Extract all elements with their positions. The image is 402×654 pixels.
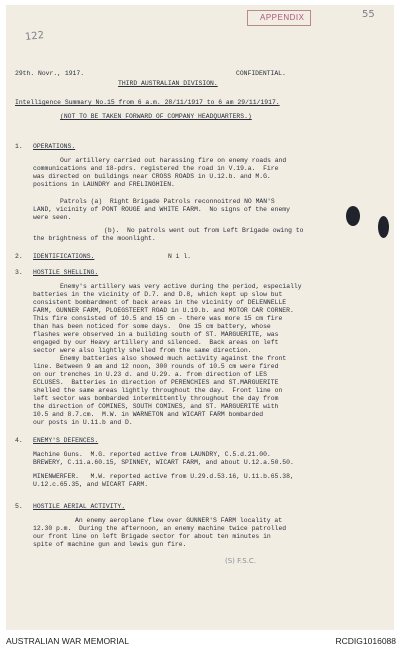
patrol-a-line: Patrols (a) Right Brigade Patrols reconnoitred NO MAN'S <box>60 198 275 205</box>
section-number: 5. <box>15 503 23 510</box>
appendix-stamp: APPENDIX <box>247 10 311 26</box>
shelling-line: This fire consisted of 10.5 and 15 cm - there was more 15 cm fire <box>33 315 283 322</box>
ink-blot <box>378 216 389 238</box>
section-number: 4. <box>15 437 23 444</box>
document-date: 29th. Novr., 1917. <box>15 70 85 77</box>
patrol-b-line: (b). No patrols went out from Left Brigade owing to <box>104 227 304 234</box>
minenwerfer-line: MINENWERFER. M.W. reported active from U.29.d.53.16, U.11.b.65.38, <box>33 473 294 480</box>
section-heading-enemy-defences: ENEMY'S DEFENCES. <box>33 437 99 444</box>
shelling-line: Enemy's artillery was very active during the period, especially <box>60 283 302 290</box>
shelling-line: the direction of COMINES, SOUTH COMINES, and ST. MARGUERITE with <box>33 403 279 410</box>
shelling-line: flashes were observed in a building south of ST. MARGUERITE, was <box>33 331 279 338</box>
aerial-line: 12.30 p.m. During the afternoon, an enemy machine twice patrolled <box>33 525 287 532</box>
operations-line: positions in LAUNDRY and FRELINGHIEN. <box>33 181 175 188</box>
patrol-a-line: were seen. <box>33 214 72 221</box>
aerial-line: An enemy aeroplane flew over GUNNER'S FARM locality at <box>75 517 283 524</box>
folio-number: 122 <box>24 30 45 43</box>
shelling-line: shelled the same areas lightly throughout the day. Front line on <box>33 387 283 394</box>
section-number: 1. <box>15 143 23 150</box>
shelling-line: than has been noticed for some days. One 15 cm battery, whose <box>33 323 271 330</box>
section-number: 3. <box>15 269 23 276</box>
operations-line: communications and 18-pdrs. registered the road in V.19.a. Fire <box>33 165 279 172</box>
identifications-value: N i l. <box>168 253 192 260</box>
operations-line: Our artillery carried out harassing fire on enemy roads and <box>60 157 287 164</box>
footer-record-id: RCDIG1016088 <box>335 636 396 646</box>
operations-line: was directed on buildings near CROSS ROADS in U.12.b. and M.G. <box>33 173 271 180</box>
shelling-line: line. Between 9 am and 12 noon, 300 rounds of 10.5 cm were fired <box>33 363 279 370</box>
shelling-line: Enemy batteries also showed much activity against the front <box>60 355 287 362</box>
shelling-line: left sector was bombarded intermittently throughout the day from <box>33 395 279 402</box>
shelling-line: sector were also lightly shelled from the same direction. <box>33 347 252 354</box>
shelling-line: 10.5 and 8.7.cm. M.W. in WARNETON and WICART FARM bombarded <box>33 411 264 418</box>
shelling-line: engaged by our Heavy artillery and silenced. Back areas on left <box>33 339 279 346</box>
minenwerfer-line: U.12.c.65.35, and WICART FARM. <box>33 481 149 488</box>
distribution-warning: (NOT TO BE TAKEN FORWARD OF COMPANY HEADQUARTERS.) <box>60 113 252 120</box>
division-heading: THIRD AUSTRALIAN DIVISION. <box>118 80 218 87</box>
patrol-b-line: the brightness of the moonlight. <box>33 235 156 242</box>
shelling-line: on our trenches in U.23 d. and U.29. a. from direction of LES <box>33 371 267 378</box>
signature: (S) F.S.C. <box>225 557 257 565</box>
shelling-line: batteries in the vicinity of D.7. and D.8, which kept up slow but <box>33 291 283 298</box>
section-heading-hostile-shelling: HOSTILE SHELLING. <box>33 269 99 276</box>
ink-blot <box>346 206 360 226</box>
machine-gun-line: BREWERY, C.11.a.60.15, SPINNEY, WICART FARM, and about U.12.a.50.50. <box>33 459 294 466</box>
shelling-line: ECLUSES. Batteries in direction of PERENCHIES and ST.MARGUERITE <box>33 379 279 386</box>
section-heading-aerial-activity: HOSTILE AERIAL ACTIVITY. <box>33 503 126 510</box>
summary-title: Intelligence Summary No.15 from 6 a.m. 28/11/1917 to 6 am 29/11/1917. <box>15 99 280 106</box>
section-heading-identifications: IDENTIFICATIONS. <box>33 253 95 260</box>
section-number: 2. <box>15 253 23 260</box>
shelling-line: FARM, GUNNER FARM, PLOEGSTEERT ROAD in U.19.b. and MOTOR CAR CORNER. <box>33 307 294 314</box>
shelling-line: consistent bombardment of back areas in the vicinity of DELENNELLE <box>33 299 287 306</box>
shelling-line: our posts in U.11.b and D. <box>33 419 133 426</box>
page-number: 55 <box>362 9 375 20</box>
aerial-line: spite of machine gun and lewis gun fire. <box>33 541 187 548</box>
patrol-a-line: LAND, vicinity of PONT ROUGE and WHITE FARM. No signs of the enemy <box>33 206 290 213</box>
classification: CONFIDENTIAL. <box>236 70 286 77</box>
section-heading-operations: OPERATIONS. <box>33 143 76 150</box>
machine-gun-line: Machine Guns. M.G. reported active from LAUNDRY, C.5.d.21.00. <box>33 451 271 458</box>
aerial-line: our front line on left Brigade sector for about ten minutes in <box>33 533 271 540</box>
footer-institution: AUSTRALIAN WAR MEMORIAL <box>6 636 129 646</box>
